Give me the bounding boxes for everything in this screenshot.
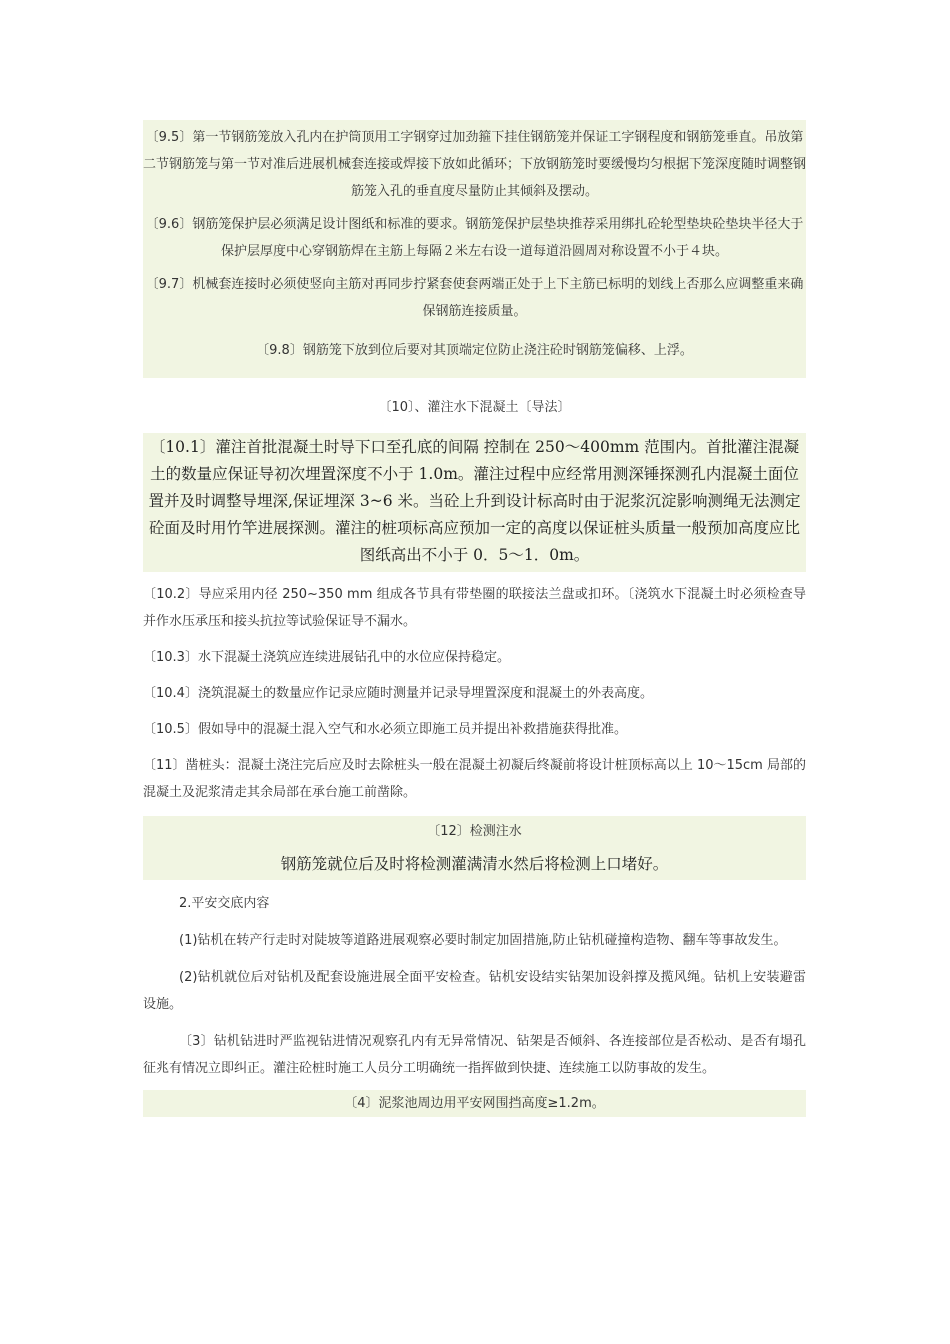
document-page bbox=[143, 120, 806, 1117]
paragraph-9-7: 〔9.7〕机械套连接时必须使竖向主筋对再同步拧紧套使套两端正处于上下主筋已标明的划线上否那么应调整重来确保钢筋连接质量。 bbox=[145, 277, 804, 319]
safety-item-4-block bbox=[143, 1090, 806, 1117]
paragraph-11: 〔11〕凿桩头：混凝土浇注完后应及时去除桩头一般在混凝土初凝后终凝前将设计桩顶标高以上 10～15cm 局部的混凝土及泥浆清走其余局部在承台施工前凿除。 bbox=[143, 758, 806, 800]
section-10-1-block bbox=[143, 433, 806, 572]
paragraph-10-5: 〔10.5〕假如导中的混凝土混入空气和水必须立即施工员并提出补救措施获得批准。 bbox=[143, 722, 627, 737]
paragraph-10-4: 〔10.4〕浇筑混凝土的数量应作记录应随时测量并记录导埋置深度和混凝土的外表高度。 bbox=[143, 686, 653, 701]
paragraph-9-6: 〔9.6〕钢筋笼保护层必须满足设计图纸和标准的要求。钢筋笼保护层垫块推荐采用绑扎砼轮型垫块砼垫块半径大于保护层厚度中心穿钢筋焊在主筋上每隔２米左右设一道每道沿圆周对称设置不小于４块。 bbox=[145, 217, 804, 259]
safety-item-2: (2)钻机就位后对钻机及配套设施进展全面平安检查。钻机安设结实钻架加设斜撑及揽风绳。钻机上安装避雷设施。 bbox=[143, 970, 806, 1012]
paragraph-12: 钢筋笼就位后及时将检测灌满清水然后将检测上口堵好。 bbox=[280, 855, 669, 873]
safety-title: 2.平安交底内容 bbox=[179, 896, 270, 911]
heading-12: 〔12〕检测注水 bbox=[427, 824, 522, 839]
safety-item-1: (1)钻机在转产行走时对陡坡等道路进展观察必要时制定加固措施,防止钻机碰撞构造物、翻车等事故发生。 bbox=[179, 933, 787, 948]
paragraph-10-3: 〔10.3〕水下混凝土浇筑应连续进展钻孔中的水位应保持稳定。 bbox=[143, 650, 510, 665]
section-12-block bbox=[143, 816, 806, 880]
paragraph-10-2: 〔10.2〕导应采用内径 250~350 mm 组成各节具有带垫圈的联接法兰盘或扣环。〔浇筑水下混凝土时必须检查导并作水压承压和接头抗拉等试验保证导不漏水。 bbox=[143, 587, 806, 629]
safety-item-3: 〔3〕钻机钻进时严监视钻进情况观察孔内有无异常情况、钻架是否倾斜、各连接部位是否松动、是否有塌孔征兆有情况立即纠正。灌注砼桩时施工人员分工明确统一指挥做到快捷、连续施工以防事故的发生。 bbox=[143, 1034, 806, 1076]
heading-10: 〔10〕、灌注水下混凝土〔导法〕 bbox=[378, 400, 571, 415]
paragraph-9-8: 〔9.8〕钢筋笼下放到位后要对其顶端定位防止浇注砼时钢筋笼偏移、上浮。 bbox=[256, 343, 693, 358]
paragraph-10-1: 〔10.1〕灌注首批混凝土时导下口至孔底的间隔 控制在 250～400mm 范围内。首批灌注混凝土的数量应保证导初次埋置深度不小于 1.0m。灌注过程中应经常用测深锤探测孔内混凝土面位置并及时调整导埋深,保证埋深 3~6 米。当砼上升到设计标高时由于泥浆沉淀影响测绳无法测定砼面及时用竹竿进展探测。灌注的桩项标高应预加一定的高度以保证桩头质量一般预加高度应比图纸高出不小于 0．5～1．0m。 bbox=[148, 438, 801, 564]
section-9-block bbox=[143, 120, 806, 378]
paragraph-9-5: 〔9.5〕第一节钢筋笼放入孔内在护筒顶用工字钢穿过加劲箍下挂住钢筋笼并保证工字钢程度和钢筋笼垂直。吊放第二节钢筋笼与第一节对准后进展机械套连接或焊接下放如此循环；下放钢筋笼时要缓慢均匀根据下笼深度随时调整钢筋笼入孔的垂直度尽量防止其倾斜及摆动。 bbox=[143, 130, 807, 199]
safety-item-4: 〔4〕泥浆池周边用平安网围挡高度≥1.2m。 bbox=[344, 1096, 605, 1111]
